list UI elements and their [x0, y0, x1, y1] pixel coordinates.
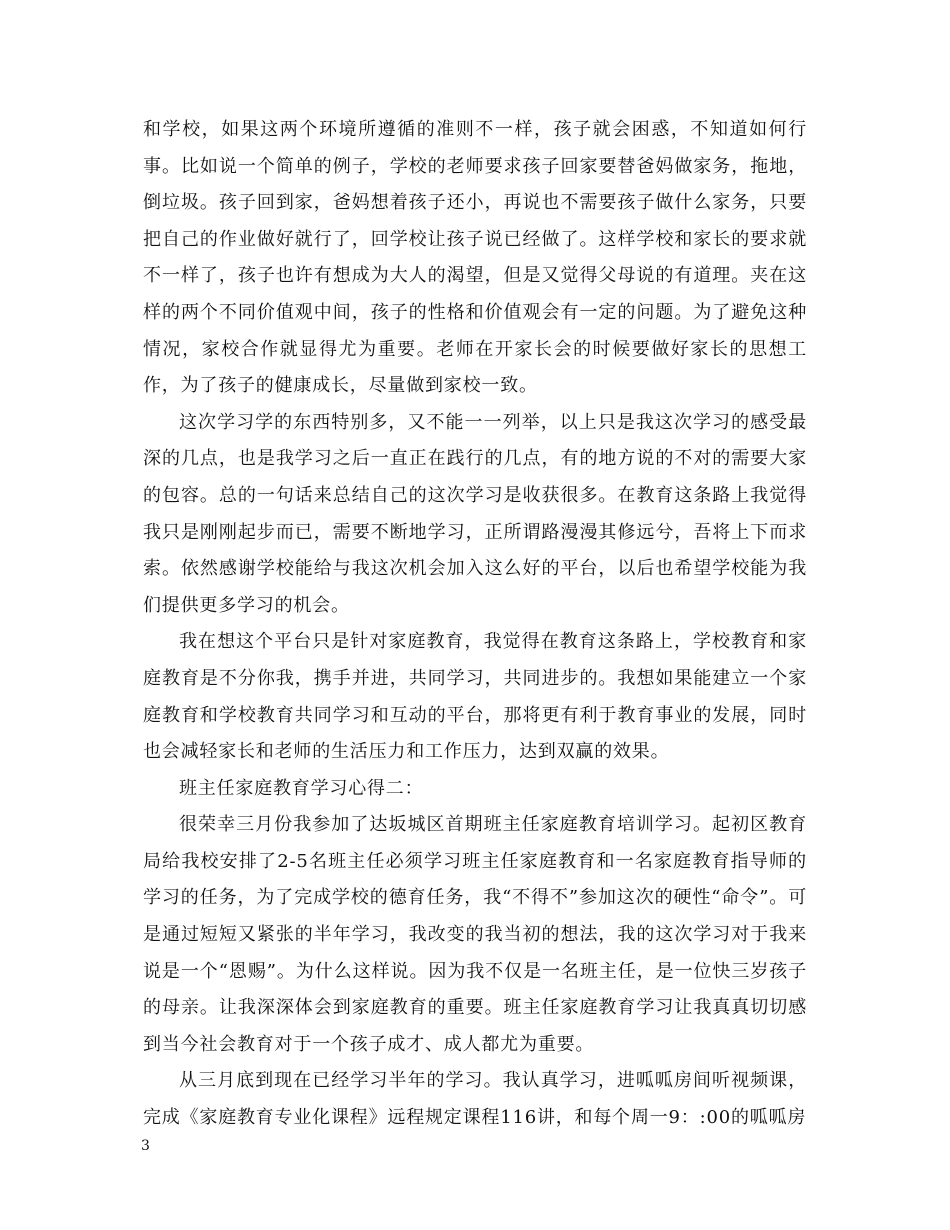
page-number: 3 — [141, 1138, 150, 1154]
paragraph-2: 这次学习学的东西特别多，又不能一一列举，以上只是我这次学习的感受最深的几点，也是我学习之后一直正在践行的几点，有的地方说的不对的需要大家的包容。总的一句话来总结自己的这次学习是收获很多。在教育这条路上我觉得我只是刚刚起步而已，需要不断地学习，正所谓路漫漫其修远兮，吾将上下而求索。依然感谢学校能给与我这次机会加入这么好的平台，以后也希望学校能为我们提供更多学习的机会。 — [143, 411, 807, 616]
document-body — [143, 112, 807, 1137]
paragraph-3: 我在想这个平台只是针对家庭教育，我觉得在教育这条路上，学校教育和家庭教育是不分你我，携手并进，共同学习，共同进步的。我想如果能建立一个家庭教育和学校教育共同学习和互动的平台，那将更有利于教育事业的发展，同时也会减轻家长和老师的生活压力和工作压力，达到双赢的效果。 — [143, 631, 807, 763]
paragraph-1: 和学校，如果这两个环境所遵循的准则不一样，孩子就会困惑，不知道如何行事。比如说一个简单的例子，学校的老师要求孩子回家要替爸妈做家务，拖地，倒垃圾。孩子回到家，爸妈想着孩子还小，再说也不需要孩子做什么家务，只要把自己的作业做好就行了，回学校让孩子说已经做了。这样学校和家长的要求就不一样了，孩子也许有想成为大人的渴望，但是又觉得父母说的有道理。夹在这样的两个不同价值观中间，孩子的性格和价值观会有一定的问题。为了避免这种情况，家校合作就显得尤为重要。老师在开家长会的时候要做好家长的思想工作，为了孩子的健康成长，尽量做到家校一致。 — [143, 119, 807, 397]
section-heading: 班主任家庭教育学习心得二： — [179, 777, 424, 799]
paragraph-5: 从三月底到现在已经学习半年的学习。我认真学习，进呱呱房间听视频课，完成《家庭教育专业化课程》远程规定课程116讲，和每个周一9：:00的呱呱房 — [143, 1070, 807, 1129]
paragraph-4: 很荣幸三月份我参加了达坂城区首期班主任家庭教育培训学习。起初区教育局给我校安排了2-5名班主任必须学习班主任家庭教育和一名家庭教育指导师的学习的任务，为了完成学校的德育任务，我“不得不”参加这次的硬性“命令”。可是通过短短又紧张的半年学习，我改变的我当初的想法，我的这次学习对于我来说是一个“恩赐”。为什么这样说。因为我不仅是一名班主任，是一位快三岁孩子的母亲。让我深深体会到家庭教育的重要。班主任家庭教育学习让我真真切切感到当今社会教育对于一个孩子成才、成人都尤为重要。 — [143, 814, 807, 1055]
